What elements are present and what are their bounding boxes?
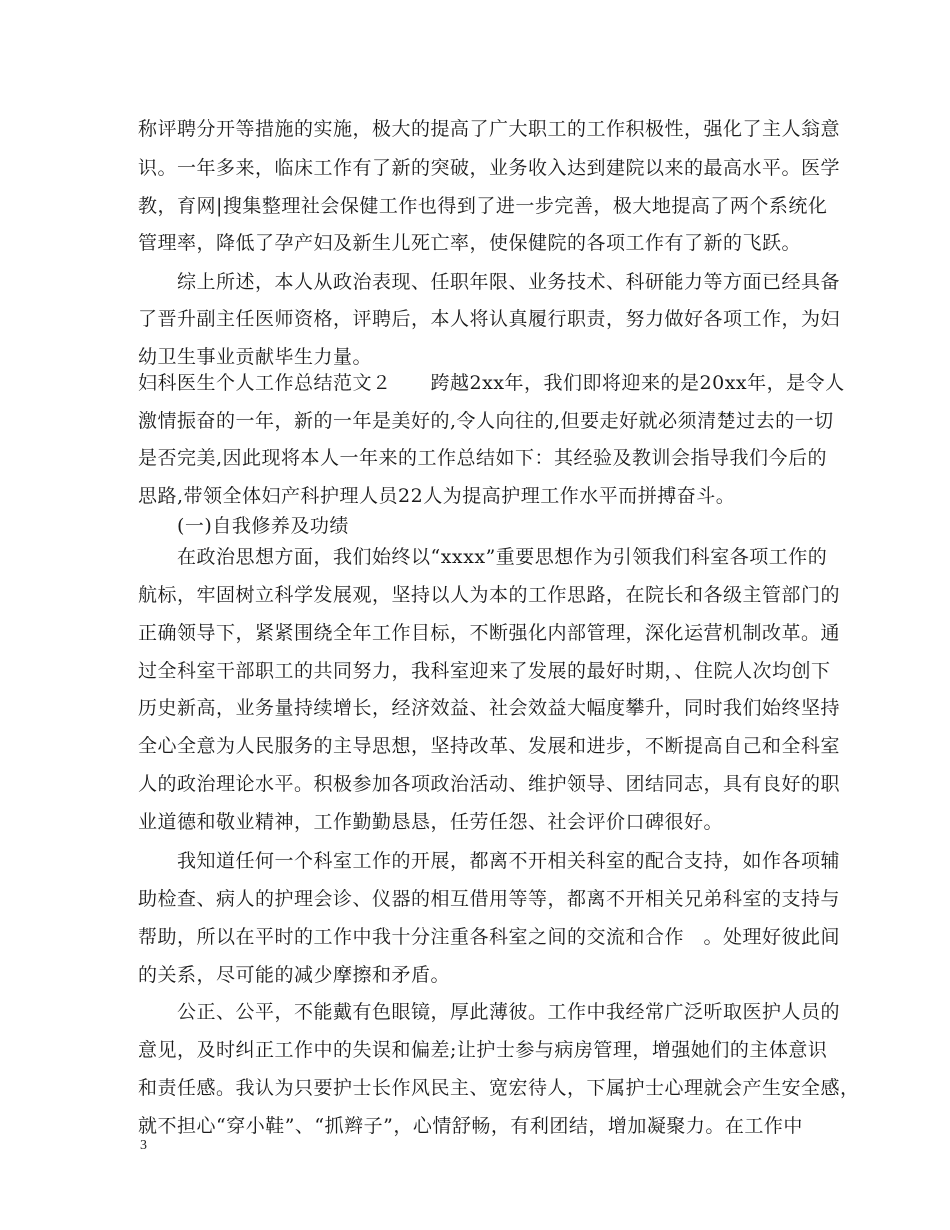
text-line: 帮助，所以在平时的工作中我十分注重各科室之间的交流和合作 。处理好彼此间 (138, 926, 841, 948)
text-line: 幼卫生事业贡献毕生力量。 (138, 346, 373, 368)
text-line: 识。一年多来，临床工作有了新的突破，业务收入达到建院以来的最高水平。医学 (138, 157, 841, 179)
text-line: 全心全意为人民服务的主导思想，坚持改革、发展和进步，不断提高自己和全科室 (138, 735, 841, 757)
text-line: 教，育网|搜集整理社会保健工作也得到了进一步完善，极大地提高了两个系统化 (138, 195, 828, 217)
text-line: 历史新高，业务量持续增长，经济效益、社会效益大幅度攀升，同时我们始终坚持 (138, 697, 841, 719)
text-line: 和责任感。我认为只要护士长作风民主、宽宏待人，下属护士心理就会产生安全感， (138, 1077, 860, 1099)
text-line: 了晋升副主任医师资格，评聘后，本人将认真履行职责，努力做好各项工作，为妇 (138, 308, 841, 330)
text-line: 意见，及时纠正工作中的失误和偏差;让护士参与病房管理，增强她们的主体意识 (138, 1039, 828, 1061)
section-heading: (一)自我修养及功绩 (138, 515, 349, 537)
text-line: 助检查、病人的护理会诊、仪器的相互借用等等，都离不开相关兄弟科室的支持与 (138, 888, 841, 910)
text-line: 在政治思想方面，我们始终以“xxxx”重要思想作为引领我们科室各项工作的 (138, 546, 828, 568)
text-line: 思路,带领全体妇产科护理人员22人为提高护理工作水平而拼搏奋斗。 (138, 485, 736, 507)
text-line: 航标，牢固树立科学发展观，坚持以人为本的工作思路，在院长和各级主管部门的 (138, 584, 841, 606)
text-line: 正确领导下，紧紧围绕全年工作目标，不断强化内部管理，深化运营机制改革。通 (138, 622, 841, 644)
text-line: 的关系，尽可能的减少摩擦和矛盾。 (138, 964, 451, 986)
text-line: 综上所述，本人从政治表现、任职年限、业务技术、科研能力等方面已经具备 (138, 271, 841, 293)
text-line: 人的政治理论水平。积极参加各项政治活动、维护领导、团结同志，具有良好的职 (138, 773, 841, 795)
text-line: 是否完美,因此现将本人一年来的工作总结如下：其经验及教训会指导我们今后的 (138, 447, 828, 469)
text-line: 管理率，降低了孕产妇及新生儿死亡率，使保健院的各项工作有了新的飞跃。 (138, 232, 802, 254)
text-line: 公正、公平，不能戴有色眼镜，厚此薄彼。工作中我经常广泛听取医护人员的 (138, 1001, 841, 1023)
text-line: 过全科室干部职工的共同努力，我科室迎来了发展的最好时期，、住院人次均创下 (138, 660, 831, 682)
text-line: 妇科医生个人工作总结范文２ 跨越2xx年，我们即将迎来的是20xx年，是令人 (138, 372, 845, 394)
text-line: 我知道任何一个科室工作的开展，都离不开相关科室的配合支持，如作各项辅 (138, 850, 841, 872)
text-line: 业道德和敬业精神，工作勤勤恳恳，任劳任怨、社会评价口碑很好。 (138, 811, 724, 833)
page-number: 3 (140, 1138, 147, 1153)
text-line: 称评聘分开等措施的实施，极大的提高了广大职工的工作积极性，强化了主人翁意 (138, 118, 841, 140)
text-line: 就不担心“穿小鞋”、“抓辫子”，心情舒畅，有利团结，增加凝聚力。在工作中 (138, 1115, 803, 1137)
text-line: 激情振奋的一年，新的一年是美好的,令人向往的,但要走好就必须清楚过去的一切 (138, 410, 834, 432)
